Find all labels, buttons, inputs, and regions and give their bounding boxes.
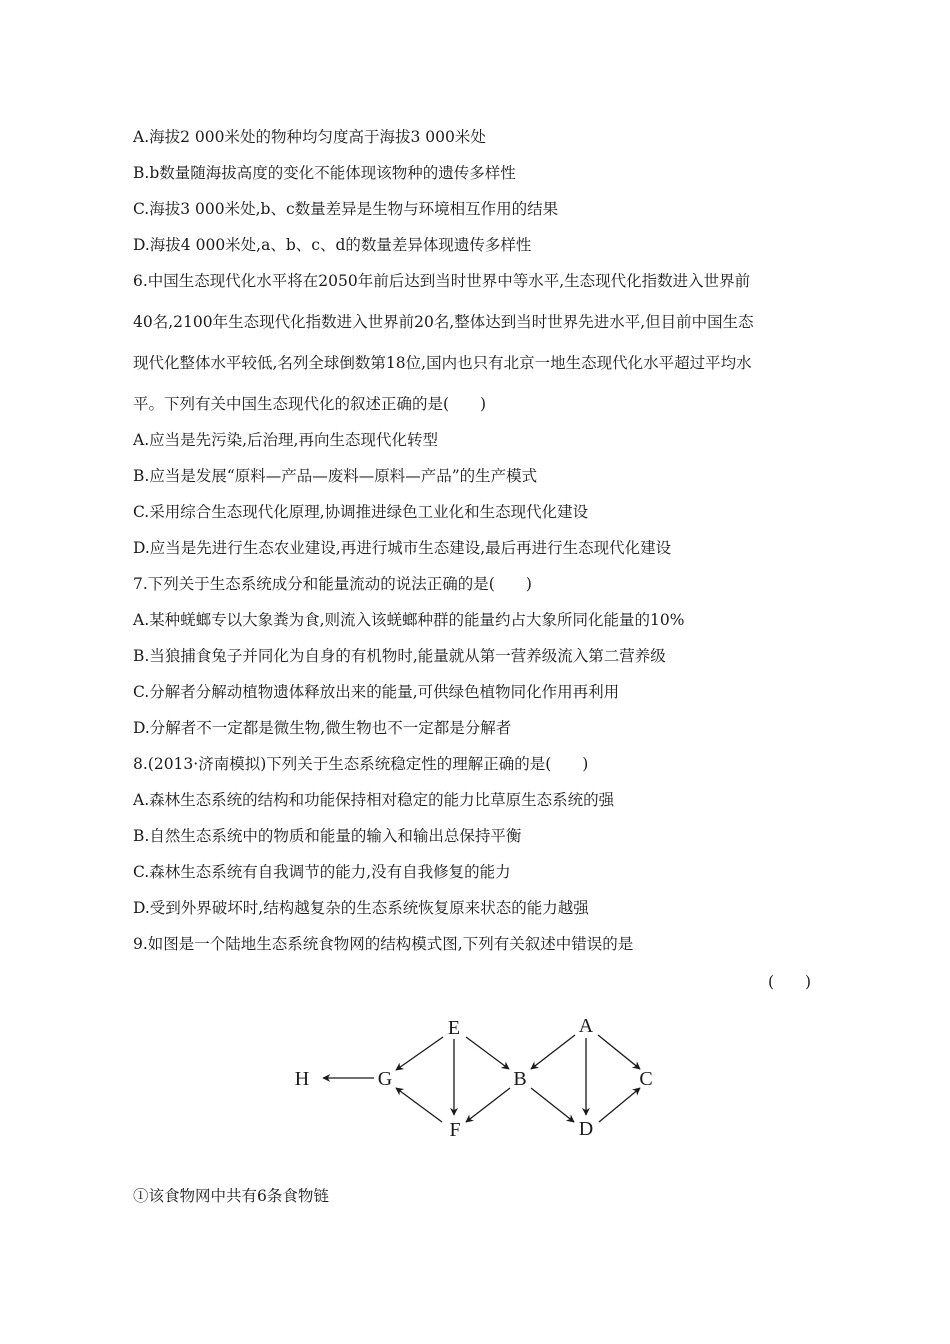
node-b: B <box>513 1068 527 1090</box>
q6-stem-line-2: 40名,2100年生态现代化指数进入世界前20名,整体达到当时世界先进水平,但目前中国生态 <box>133 313 754 331</box>
arrow-e-to-g <box>396 1037 443 1070</box>
q6-stem-line-1: 6.中国生态现代化水平将在2050年前后达到当时世界中等水平,生态现代化指数进入世界前 <box>133 272 751 290</box>
q8-option-c: C.森林生态系统有自我调节的能力,没有自我修复的能力 <box>133 863 511 881</box>
arrow-e-to-b <box>466 1037 509 1069</box>
q5-option-d: D.海拔4 000米处,a、b、c、d的数量差异体现遗传多样性 <box>133 236 532 254</box>
q9-answer-paren: ( ) <box>768 973 812 991</box>
arrow-b-to-d <box>531 1088 574 1122</box>
arrow-b-to-f <box>466 1088 510 1122</box>
q6-option-b: B.应当是发展“原料—产品—废料—原料—产品”的生产模式 <box>133 467 538 485</box>
node-g: G <box>377 1068 393 1090</box>
arrow-d-to-c <box>599 1088 640 1122</box>
q6-stem-line-3: 现代化整体水平较低,名列全球倒数第18位,国内也只有北京一地生态现代化水平超过平均水 <box>133 354 752 372</box>
q5-option-a: A.海拔2 000米处的物种均匀度高于海拔3 000米处 <box>133 128 486 146</box>
q8-option-b: B.自然生态系统中的物质和能量的输入和输出总保持平衡 <box>133 827 522 845</box>
q8-option-a: A.森林生态系统的结构和功能保持相对稳定的能力比草原生态系统的强 <box>133 791 615 809</box>
q9-stem: 9.如图是一个陆地生态系统食物网的结构模式图,下列有关叙述中错误的是 <box>133 935 634 953</box>
node-e: E <box>447 1017 461 1039</box>
food-web-diagram <box>280 1005 680 1145</box>
q7-option-c: C.分解者分解动植物遗体释放出来的能量,可供绿色植物同化作用再利用 <box>133 683 620 701</box>
q8-option-d: D.受到外界破坏时,结构越复杂的生态系统恢复原来状态的能力越强 <box>133 899 589 917</box>
q6-option-d: D.应当是先进行生态农业建设,再进行城市生态建设,最后再进行生态现代化建设 <box>133 539 672 557</box>
q5-option-c: C.海拔3 000米处,b、c数量差异是生物与环境相互作用的结果 <box>133 200 559 218</box>
node-f: F <box>449 1119 461 1141</box>
q5-option-b: B.b数量随海拔高度的变化不能体现该物种的遗传多样性 <box>133 164 516 182</box>
q9-statement-1: ①该食物网中共有6条食物链 <box>133 1187 329 1205</box>
arrow-a-to-b <box>531 1035 575 1069</box>
q6-option-c: C.采用综合生态现代化原理,协调推进绿色工业化和生态现代化建设 <box>133 503 589 521</box>
q8-stem: 8.(2013·济南模拟)下列关于生态系统稳定性的理解正确的是( ) <box>133 755 589 773</box>
node-h: H <box>294 1068 310 1090</box>
arrow-a-to-c <box>598 1035 640 1069</box>
node-a: A <box>578 1015 594 1037</box>
q7-stem: 7.下列关于生态系统成分和能量流动的说法正确的是( ) <box>133 575 532 593</box>
node-d: D <box>578 1118 594 1140</box>
q7-option-b: B.当狼捕食兔子并同化为自身的有机物时,能量就从第一营养级流入第二营养级 <box>133 647 666 665</box>
q7-option-a: A.某种蜣螂专以大象粪为食,则流入该蜣螂种群的能量约占大象所同化能量的10% <box>133 611 685 629</box>
node-c: C <box>639 1068 653 1090</box>
q6-stem-line-4: 平。下列有关中国生态现代化的叙述正确的是( ) <box>133 395 487 413</box>
arrow-f-to-g <box>396 1088 442 1122</box>
q6-option-a: A.应当是先污染,后治理,再向生态现代化转型 <box>133 431 438 449</box>
q7-option-d: D.分解者不一定都是微生物,微生物也不一定都是分解者 <box>133 719 512 737</box>
